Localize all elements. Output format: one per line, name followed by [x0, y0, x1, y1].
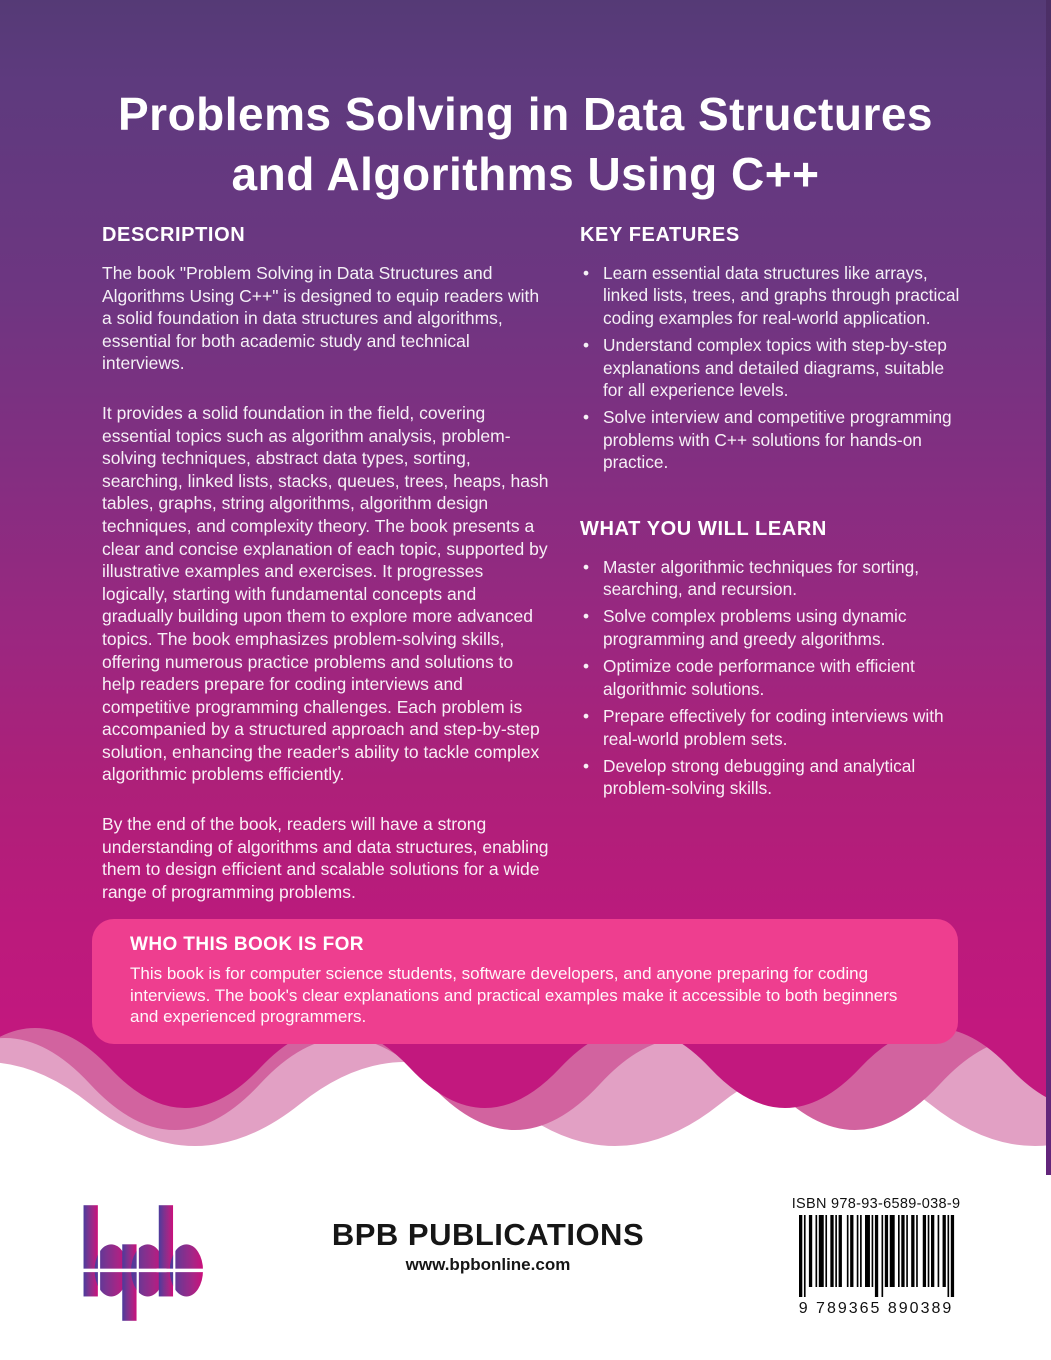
what-you-will-learn-heading: WHAT YOU WILL LEARN [580, 517, 827, 540]
key-features-heading: KEY FEATURES [580, 224, 740, 246]
isbn-label: ISBN 978-93-6589-038-9 [791, 1196, 961, 1212]
publisher-name: BPB PUBLICATIONS [331, 1217, 645, 1252]
key-features-section [580, 224, 968, 474]
description-paragraph: It provides a solid foundation in the field, covering essential topics such as algorithm analysis, problem-solving techniques, abstract data types, sorting, searching, linked lists, stacks, queues, trees, heaps, hash tables, graphs, string algorithms, algorithm design techniques, and complexity theory. The book presents a clear and concise explanation of each topic, supported by illustrative examples and exercises. It progresses logically, starting with fundamental concepts and gradually building upon them to explore more advanced topics. The book emphasizes problem-solving skills, offering numerous practice problems and solutions to help readers prepare for coding interviews and competitive programming challenges. Each problem is accompanied by a structured approach and step-by-step solution, enhancing the reader's ability to tackle complex algorithmic problems efficiently. [102, 402, 549, 785]
two-column-layout [102, 224, 968, 930]
title-line-1: Problems Solving in Data Structures [117, 88, 934, 140]
bullet-item: • Develop strong debugging and analytical problem-solving skills. [580, 755, 968, 800]
description-paragraph: The book "Problem Solving in Data Structures and Algorithms Using C++" is designed to equip readers with a solid foundation in data structures and algorithms, essential for both academic study and technical interviews. [102, 263, 540, 374]
bullet-item: • Optimize code performance with efficient algorithmic solutions. [580, 655, 968, 700]
who-this-book-is-for-text: This book is for computer science students, software developers, and anyone preparing for coding interviews. The book's clear explanations and practical examples make it accessible to both beginners and experienced programmers. [130, 964, 898, 1026]
key-features-list [580, 262, 968, 474]
page-title [20, 84, 1031, 204]
bullet-item: • Solve interview and competitive programming problems with C++ solutions for hands-on practice. [580, 406, 968, 473]
description-heading: DESCRIPTION [102, 224, 246, 246]
right-column [580, 224, 968, 930]
what-you-will-learn-list [580, 556, 968, 800]
bullet-item: • Prepare effectively for coding interviews with real-world problem sets. [580, 705, 968, 750]
bullet-item: • Understand complex topics with step-by-step explanations and detailed diagrams, suitable for all experience levels. [580, 334, 968, 401]
bullet-item: • Master algorithmic techniques for sorting, searching, and recursion. [580, 556, 968, 601]
who-this-book-is-for-box [92, 919, 958, 1044]
who-this-book-is-for-heading: WHO THIS BOOK IS FOR [130, 934, 364, 955]
description-section [102, 224, 550, 930]
bullet-item: • Learn essential data structures like arrays, linked lists, trees, and graphs through practical coding examples for real-world application. [580, 262, 968, 329]
barcode-block [786, 1196, 966, 1318]
description-paragraph: By the end of the book, readers will have a strong understanding of algorithms and data structures, enabling them to design efficient and scalable solutions for a wide range of programming problems. [102, 814, 549, 902]
publisher-block [288, 1218, 688, 1275]
right-edge-strip [1046, 0, 1051, 1175]
bpb-logo [78, 1200, 208, 1326]
barcode-icon [797, 1215, 955, 1299]
title-line-2: and Algorithms Using C++ [231, 148, 820, 200]
bullet-item: • Solve complex problems using dynamic programming and greedy algorithms. [580, 605, 968, 650]
what-you-will-learn-section [580, 518, 968, 800]
barcode-digits: 9 789365 890389 [798, 1300, 954, 1317]
publisher-website: www.bpbonline.com [405, 1255, 571, 1274]
